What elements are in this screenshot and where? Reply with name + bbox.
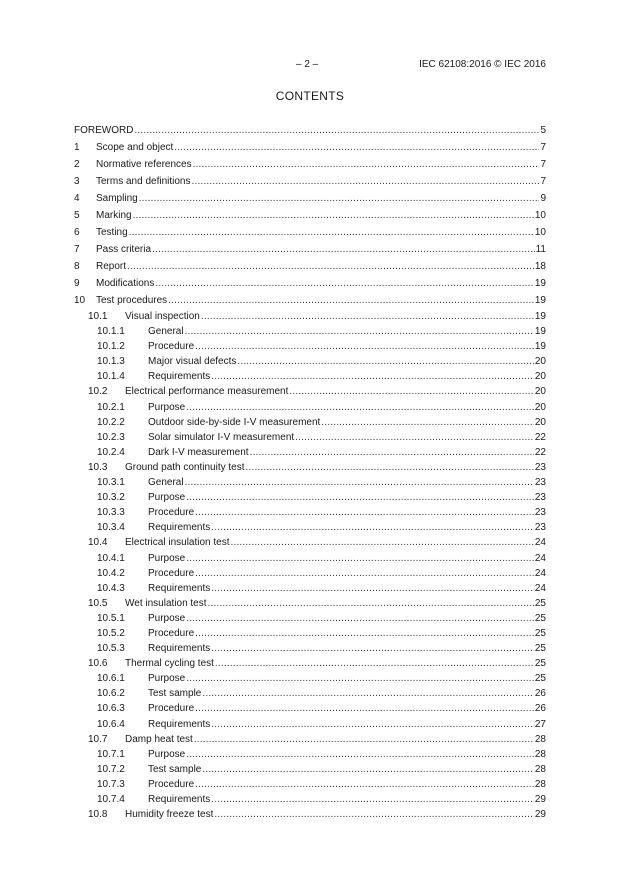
toc-entry[interactable]: [74, 173, 546, 190]
dot-leader: [231, 535, 534, 550]
toc-entry-page: 20: [534, 371, 546, 383]
dot-leader: [215, 656, 534, 671]
toc-entry-page: 26: [534, 688, 546, 700]
toc-entry-number: 10.6.4: [97, 718, 125, 730]
toc-entry-number: 10.3.3: [97, 507, 125, 519]
toc-entry[interactable]: [74, 139, 546, 156]
toc-entry[interactable]: [74, 354, 546, 369]
dot-leader: [237, 354, 534, 369]
toc-entry-page: 25: [534, 597, 546, 609]
toc-entry[interactable]: [74, 224, 546, 241]
toc-entry-title: Requirements: [148, 643, 211, 655]
toc-entry-page: 25: [534, 658, 546, 670]
toc-entry-title: Scope and object: [96, 142, 174, 153]
toc-entry-number: 8: [74, 261, 80, 272]
toc-entry[interactable]: [74, 671, 546, 686]
toc-entry[interactable]: [74, 656, 546, 671]
toc-entry-number: 9: [74, 278, 80, 289]
toc-entry[interactable]: [74, 415, 546, 430]
toc-entry[interactable]: [74, 792, 546, 807]
toc-entry[interactable]: [74, 490, 546, 505]
toc-entry-number: 10.1: [88, 311, 108, 322]
dot-leader: [195, 505, 534, 520]
toc-entry-page: 23: [534, 477, 546, 489]
toc-entry-title: Test procedures: [96, 295, 168, 306]
toc-entry-page: 20: [534, 416, 546, 428]
toc-entry-page: 26: [534, 703, 546, 715]
dot-leader: [174, 139, 539, 156]
dot-leader: [152, 241, 535, 258]
toc-entry-number: 10.5.1: [97, 612, 125, 624]
dot-leader: [295, 430, 534, 445]
toc-entry-title: Procedure: [148, 341, 195, 353]
toc-entry-page: 19: [534, 278, 546, 289]
toc-entry-page: 23: [534, 492, 546, 504]
dot-leader: [195, 339, 534, 354]
toc-entry-number: 3: [74, 176, 80, 187]
toc-entry[interactable]: [74, 430, 546, 445]
toc-entry-page: 7: [540, 176, 546, 187]
toc-entry-title: Humidity freeze test: [125, 809, 214, 821]
toc-entry[interactable]: [74, 535, 546, 550]
toc-entry-number: 10.3: [88, 461, 108, 473]
toc-entry-title: Test sample: [148, 688, 202, 700]
toc-entry[interactable]: [74, 611, 546, 626]
dot-leader: [208, 596, 534, 611]
dot-leader: [202, 686, 534, 701]
toc-entry-number: 10.6: [88, 658, 108, 670]
contents-title: CONTENTS: [275, 89, 345, 103]
toc-entry[interactable]: [74, 309, 546, 324]
toc-entry-title: Requirements: [148, 371, 211, 383]
dot-leader: [195, 626, 534, 641]
toc-entry-page: 28: [534, 733, 546, 745]
toc-entry-number: 10.3.1: [97, 477, 125, 489]
toc-entry-page: 7: [540, 159, 546, 170]
toc-entry-title: Testing: [96, 227, 128, 238]
toc-entry-number: 10.7: [88, 733, 108, 745]
toc-entry-title: Requirements: [148, 582, 211, 594]
toc-entry-title: Outdoor side-by-side I-V measurement: [148, 416, 321, 428]
toc-entry-title: Thermal cycling test: [125, 658, 214, 670]
toc-entry-number: 2: [74, 159, 80, 170]
dot-leader: [195, 566, 534, 581]
toc-entry[interactable]: [74, 445, 546, 460]
toc-entry-title: General: [148, 326, 184, 338]
toc-entry-page: 23: [534, 522, 546, 534]
dot-leader: [186, 400, 534, 415]
dot-leader: [186, 551, 534, 566]
dot-leader: [185, 324, 534, 339]
toc-entry-page: 25: [534, 643, 546, 655]
toc-entry-page: 11: [535, 244, 546, 255]
toc-entry[interactable]: [74, 641, 546, 656]
toc-entry-title: Dark I-V measurement: [148, 446, 249, 458]
table-of-contents: [74, 122, 546, 822]
toc-entry[interactable]: [74, 207, 546, 224]
toc-entry-page: 28: [534, 748, 546, 760]
toc-entry-title: Requirements: [148, 522, 211, 534]
toc-entry-number: 10.1.4: [97, 371, 125, 383]
toc-entry-page: 20: [534, 401, 546, 413]
toc-entry-title: Purpose: [148, 552, 186, 564]
toc-entry-number: 10.4.3: [97, 582, 125, 594]
toc-entry-number: 10.7.1: [97, 748, 125, 760]
dot-leader: [250, 445, 534, 460]
toc-entry-title: Marking: [96, 210, 132, 221]
toc-entry-number: 10.3.4: [97, 522, 125, 534]
toc-entry-title: Major visual defects: [148, 356, 237, 368]
dot-leader: [186, 747, 534, 762]
toc-entry-title: Electrical insulation test: [125, 537, 230, 549]
toc-entry[interactable]: [74, 717, 546, 732]
toc-entry-number: 10.1.3: [97, 356, 125, 368]
toc-entry[interactable]: [74, 292, 546, 309]
toc-entry-title: Visual inspection: [125, 311, 200, 322]
dot-leader: [202, 762, 534, 777]
toc-entry-page: 20: [534, 356, 546, 368]
toc-entry-number: 10.3.2: [97, 492, 125, 504]
dot-leader: [139, 190, 540, 207]
toc-entry-page: 23: [534, 507, 546, 519]
toc-entry-number: 10.2.2: [97, 416, 125, 428]
toc-entry[interactable]: [74, 369, 546, 384]
toc-entry-number: 10.8: [88, 809, 108, 821]
toc-entry-number: 10.6.3: [97, 703, 125, 715]
dot-leader: [168, 292, 534, 309]
toc-entry[interactable]: [74, 156, 546, 173]
toc-entry-number: 10.5.3: [97, 643, 125, 655]
toc-entry-title: Purpose: [148, 673, 186, 685]
toc-entry[interactable]: [74, 460, 546, 475]
toc-entry-page: 24: [534, 537, 546, 549]
dot-leader: [195, 701, 534, 716]
toc-entry-number: 10.4.2: [97, 567, 125, 579]
dot-leader: [127, 258, 534, 275]
toc-entry-page: 25: [534, 612, 546, 624]
toc-entry-page: 24: [534, 582, 546, 594]
toc-entry-number: 10.6.1: [97, 673, 125, 685]
toc-entry-page: 18: [534, 261, 546, 272]
toc-entry-title: Procedure: [148, 567, 195, 579]
toc-entry-page: 22: [534, 431, 546, 443]
toc-entry-page: 7: [540, 142, 546, 153]
toc-entry-page: 28: [534, 778, 546, 790]
toc-entry-title: Procedure: [148, 703, 195, 715]
toc-entry-number: 10.7.3: [97, 778, 125, 790]
toc-entry-page: 27: [534, 718, 546, 730]
toc-entry-title: Electrical performance measurement: [125, 386, 289, 398]
toc-entry-number: 1: [74, 142, 80, 153]
toc-entry[interactable]: [74, 732, 546, 747]
toc-entry[interactable]: [74, 626, 546, 641]
page-number: – 2 –: [296, 59, 319, 70]
toc-entry[interactable]: [74, 475, 546, 490]
toc-entry-page: 29: [534, 794, 546, 805]
toc-entry-number: 10.6.2: [97, 688, 125, 700]
toc-entry-title: Solar simulator I-V measurement: [148, 431, 295, 443]
toc-entry[interactable]: [74, 275, 546, 292]
toc-entry-number: 4: [74, 193, 80, 204]
toc-entry-number: 10.2.4: [97, 446, 125, 458]
toc-entry-number: 10.1.1: [97, 326, 125, 338]
toc-entry[interactable]: [74, 258, 546, 275]
document-id: IEC 62108:2016 © IEC 2016: [419, 59, 546, 70]
toc-entry[interactable]: [74, 686, 546, 701]
toc-entry-number: 5: [74, 210, 80, 221]
dot-leader: [321, 415, 534, 430]
toc-entry-page: 23: [534, 461, 546, 473]
toc-entry[interactable]: [74, 777, 546, 792]
toc-entry-page: 25: [534, 673, 546, 685]
toc-entry-title: Sampling: [96, 193, 138, 204]
toc-entry-title: Wet insulation test: [125, 597, 207, 609]
toc-entry-page: 28: [534, 763, 546, 775]
toc-entry-page: 25: [534, 627, 546, 639]
toc-entry-number: 10.2.1: [97, 401, 125, 413]
dot-leader: [289, 384, 533, 399]
toc-entry-title: Damp heat test: [125, 733, 193, 745]
dot-leader: [134, 122, 539, 139]
dot-leader: [211, 717, 534, 732]
toc-entry-number: 10: [74, 295, 86, 306]
dot-leader: [186, 671, 534, 686]
toc-entry-number: 10.1.2: [97, 341, 125, 353]
toc-entry-page: 10: [534, 210, 546, 221]
toc-entry[interactable]: [74, 400, 546, 415]
toc-entry-title: Purpose: [148, 748, 186, 760]
toc-entry-page: 24: [534, 552, 546, 564]
toc-entry-page: 5: [540, 125, 546, 136]
dot-leader: [186, 490, 534, 505]
dot-leader: [185, 475, 534, 490]
dot-leader: [194, 732, 534, 747]
dot-leader: [193, 156, 540, 173]
toc-entry-title: FOREWORD: [74, 125, 134, 136]
toc-entry[interactable]: [74, 807, 546, 822]
toc-entry-number: 10.5: [88, 597, 108, 609]
dot-leader: [211, 792, 534, 807]
toc-entry[interactable]: [74, 505, 546, 520]
toc-entry[interactable]: [74, 551, 546, 566]
toc-entry[interactable]: [74, 596, 546, 611]
dot-leader: [211, 369, 534, 384]
toc-entry-number: 10.4: [88, 537, 108, 549]
toc-entry-title: Procedure: [148, 778, 195, 790]
toc-entry-page: 24: [534, 567, 546, 579]
toc-entry[interactable]: [74, 122, 546, 139]
dot-leader: [211, 581, 534, 596]
dot-leader: [214, 807, 534, 822]
toc-entry-number: 10.7.4: [97, 794, 125, 805]
toc-entry-number: 10.2.3: [97, 431, 125, 443]
dot-leader: [192, 173, 540, 190]
toc-entry-title: Pass criteria: [96, 244, 152, 255]
toc-entry-page: 19: [534, 295, 546, 306]
dot-leader: [129, 224, 534, 241]
toc-entry-number: 10.4.1: [97, 552, 125, 564]
toc-entry-page: 19: [534, 311, 546, 322]
toc-entry-title: Terms and definitions: [96, 176, 191, 187]
toc-entry-page: 10: [534, 227, 546, 238]
toc-entry-page: 20: [534, 386, 546, 398]
toc-entry-title: Requirements: [148, 718, 211, 730]
toc-entry-page: 19: [534, 326, 546, 338]
dot-leader: [211, 520, 534, 535]
toc-entry[interactable]: [74, 566, 546, 581]
toc-entry[interactable]: [74, 241, 546, 258]
dot-leader: [211, 641, 534, 656]
toc-entry[interactable]: [74, 581, 546, 596]
toc-entry[interactable]: [74, 384, 546, 399]
toc-entry-title: Purpose: [148, 612, 186, 624]
toc-entry[interactable]: [74, 701, 546, 716]
toc-entry[interactable]: [74, 747, 546, 762]
toc-entry-number: 10.2: [88, 386, 108, 398]
dot-leader: [133, 207, 534, 224]
toc-entry[interactable]: [74, 339, 546, 354]
page-header: [0, 59, 620, 73]
toc-entry-title: Report: [96, 261, 127, 272]
toc-entry-page: 22: [534, 446, 546, 458]
toc-entry-title: Requirements: [148, 794, 211, 805]
dot-leader: [195, 777, 534, 792]
toc-entry-title: Ground path continuity test: [125, 461, 245, 473]
toc-entry[interactable]: [74, 324, 546, 339]
toc-entry-number: 10.7.2: [97, 763, 125, 775]
dot-leader: [201, 309, 534, 324]
toc-entry-number: 6: [74, 227, 80, 238]
toc-entry-title: General: [148, 477, 184, 489]
toc-entry[interactable]: [74, 520, 546, 535]
toc-entry-page: 19: [534, 341, 546, 353]
toc-entry[interactable]: [74, 762, 546, 777]
toc-entry-page: 9: [540, 193, 546, 204]
toc-entry-title: Normative references: [96, 159, 192, 170]
toc-entry-title: Test sample: [148, 763, 202, 775]
toc-entry-page: 29: [534, 809, 546, 821]
toc-entry-title: Procedure: [148, 507, 195, 519]
toc-entry-title: Purpose: [148, 401, 186, 413]
toc-entry-title: Modifications: [96, 278, 155, 289]
toc-entry-title: Procedure: [148, 627, 195, 639]
dot-leader: [155, 275, 534, 292]
toc-entry-number: 10.5.2: [97, 627, 125, 639]
toc-entry[interactable]: [74, 190, 546, 207]
dot-leader: [186, 611, 534, 626]
toc-entry-title: Purpose: [148, 492, 186, 504]
toc-entry-number: 7: [74, 244, 80, 255]
dot-leader: [246, 460, 534, 475]
